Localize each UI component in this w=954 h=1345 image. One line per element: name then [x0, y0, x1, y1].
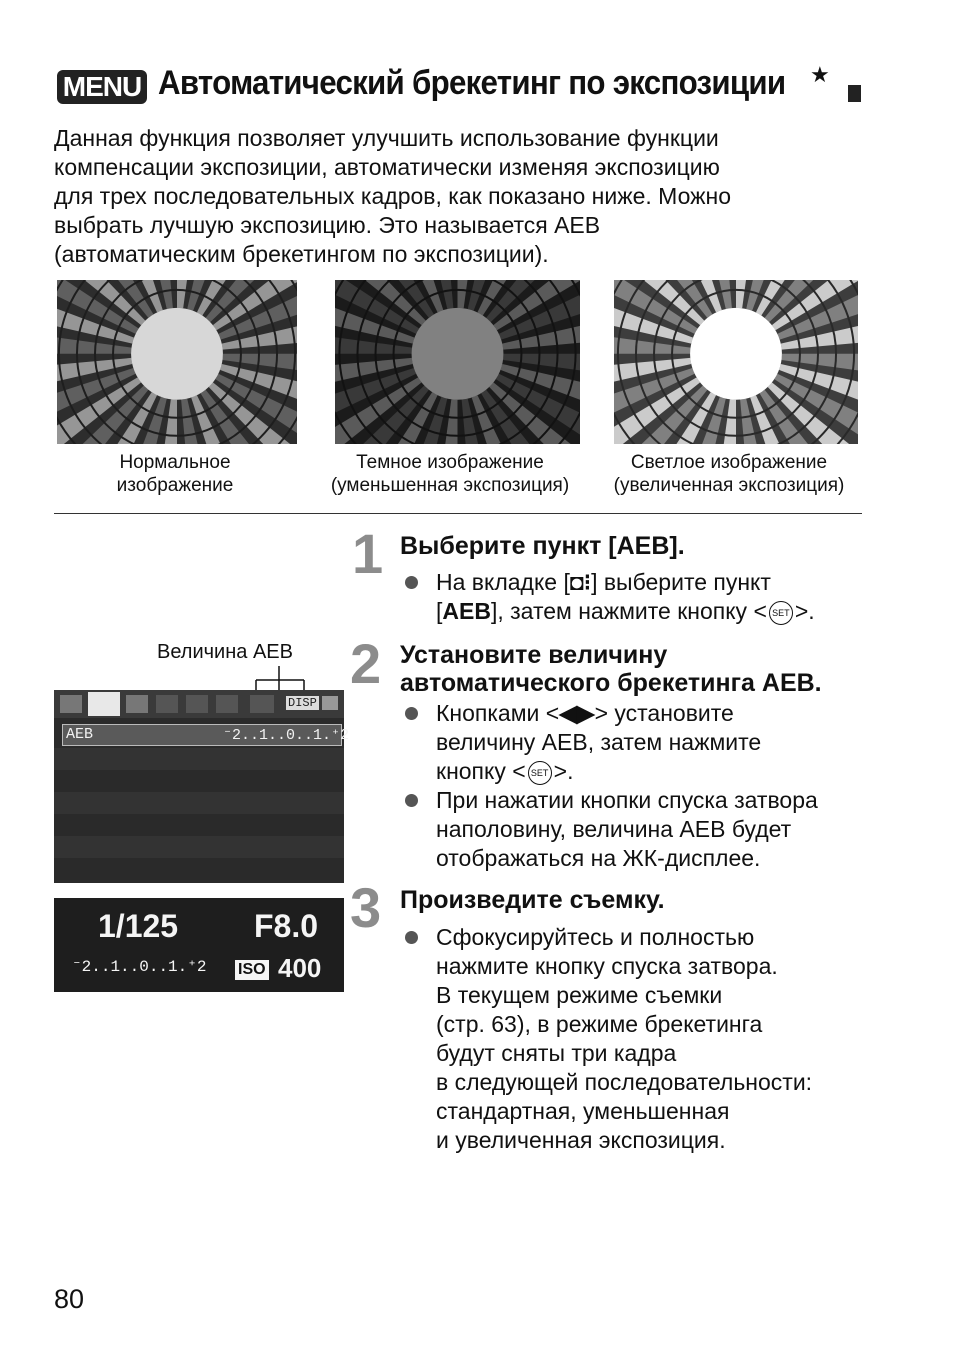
shutter-speed: 1/125: [98, 908, 179, 944]
star-icon: ★: [810, 62, 830, 87]
intro-line: Данная функция позволяет улучшить использование функции: [54, 125, 719, 151]
photo-normal: [57, 280, 297, 444]
divider: [54, 513, 862, 514]
menu-row: [54, 792, 344, 814]
page-number: 80: [54, 1284, 85, 1314]
photo-caption: Темное изображение (уменьшенная экспозиция): [330, 452, 570, 496]
tab-shoot1-icon: [60, 695, 82, 713]
step-heading: Установите величину автоматического брекетинга AEB.: [400, 641, 822, 697]
step-text: На вкладке [◘⁝] выберите пункт [AEB], затем нажмите кнопку < SET >.: [436, 569, 815, 624]
courtyard-image: [335, 280, 580, 444]
step-text: Кнопками <◀▶> установите величину AEB, затем нажмите кнопку < SET >.: [436, 700, 762, 784]
photo-dark: [335, 280, 580, 444]
step-number: 1: [352, 522, 384, 585]
tab-shoot2-icon: [88, 692, 120, 716]
lcd-menu-screen: [54, 690, 350, 883]
intro-paragraph: [54, 124, 844, 269]
disp-button-icon: DISP: [288, 696, 317, 710]
menu-row: [54, 748, 344, 770]
intro-line: компенсации экспозиции, автоматически изменяя экспозицию: [54, 154, 720, 180]
step-heading: Произведите съемку.: [400, 886, 665, 914]
bullet: [405, 576, 418, 589]
step-heading: Выберите пункт [AEB].: [400, 532, 685, 560]
aeb-value-callout: Величина AEB: [157, 641, 293, 663]
tab-mymenu-icon: [250, 695, 274, 713]
intro-line: для трех последовательных кадров, как показано ниже. Можно: [54, 183, 732, 209]
menu-row: [54, 836, 344, 858]
bullet: [405, 707, 418, 720]
camera-tab-icon: ◘⁝: [569, 569, 592, 595]
photo-caption: Светлое изображение (увеличенная экспозиция): [613, 452, 845, 496]
iso-value: 400: [278, 953, 322, 983]
settings-icon: [322, 696, 338, 710]
tab-setup3-icon: [216, 695, 238, 713]
courtyard-image: [614, 280, 858, 444]
set-button-icon: SET: [769, 601, 793, 625]
menu-item-aeb[interactable]: AEB ⁻2..1..0..1.⁺2: [62, 724, 342, 746]
bullet: [405, 794, 418, 807]
intro-line: выбрать лучшую экспозицию. Это называется AEB: [54, 212, 601, 238]
section-marker-icon: [848, 85, 861, 102]
step-number: 2: [350, 632, 382, 695]
photo-light: [614, 280, 858, 444]
tab-playback-icon: [126, 695, 148, 713]
exposure-scale: ⁻2..1..0..1.⁺2: [72, 958, 207, 976]
menu-row: [54, 814, 344, 836]
bullet: [405, 931, 418, 944]
photo-caption: Нормальное изображение: [116, 452, 234, 496]
courtyard-image: [57, 280, 297, 444]
step-number: 3: [350, 876, 382, 939]
lcd-display: [54, 898, 344, 992]
step-text: Сфокусируйтесь и полностью нажмите кнопку спуска затвора. В текущем режиме съемки (стр. 63), в режиме брекетинга будут сняты три кадра в следующей последовательности: стандартная, уменьшенная и увеличенная экспозиция.: [436, 924, 813, 1153]
menu-tabs: [54, 690, 344, 718]
tab-setup1-icon: [156, 695, 178, 713]
intro-line: (автоматическим брекетингом по экспозиции).: [54, 241, 549, 267]
iso-icon: ISO: [235, 960, 269, 980]
tab-setup2-icon: [186, 695, 208, 713]
aperture: F8.0: [254, 908, 319, 944]
set-button-icon: SET: [528, 761, 552, 785]
menu-row: [54, 858, 344, 880]
menu-row: [54, 770, 344, 792]
arrow-keys-icon: ◀▶: [559, 700, 595, 726]
aeb-scale: ⁻2..1..0..1.⁺2: [223, 727, 350, 744]
page-title: Автоматический брекетинг по экспозиции: [158, 64, 786, 102]
menu-badge: MENU: [57, 70, 147, 104]
step-text: При нажатии кнопки спуска затвора наполовину, величина AEB будет отображаться на ЖК-дисплее.: [436, 787, 818, 871]
